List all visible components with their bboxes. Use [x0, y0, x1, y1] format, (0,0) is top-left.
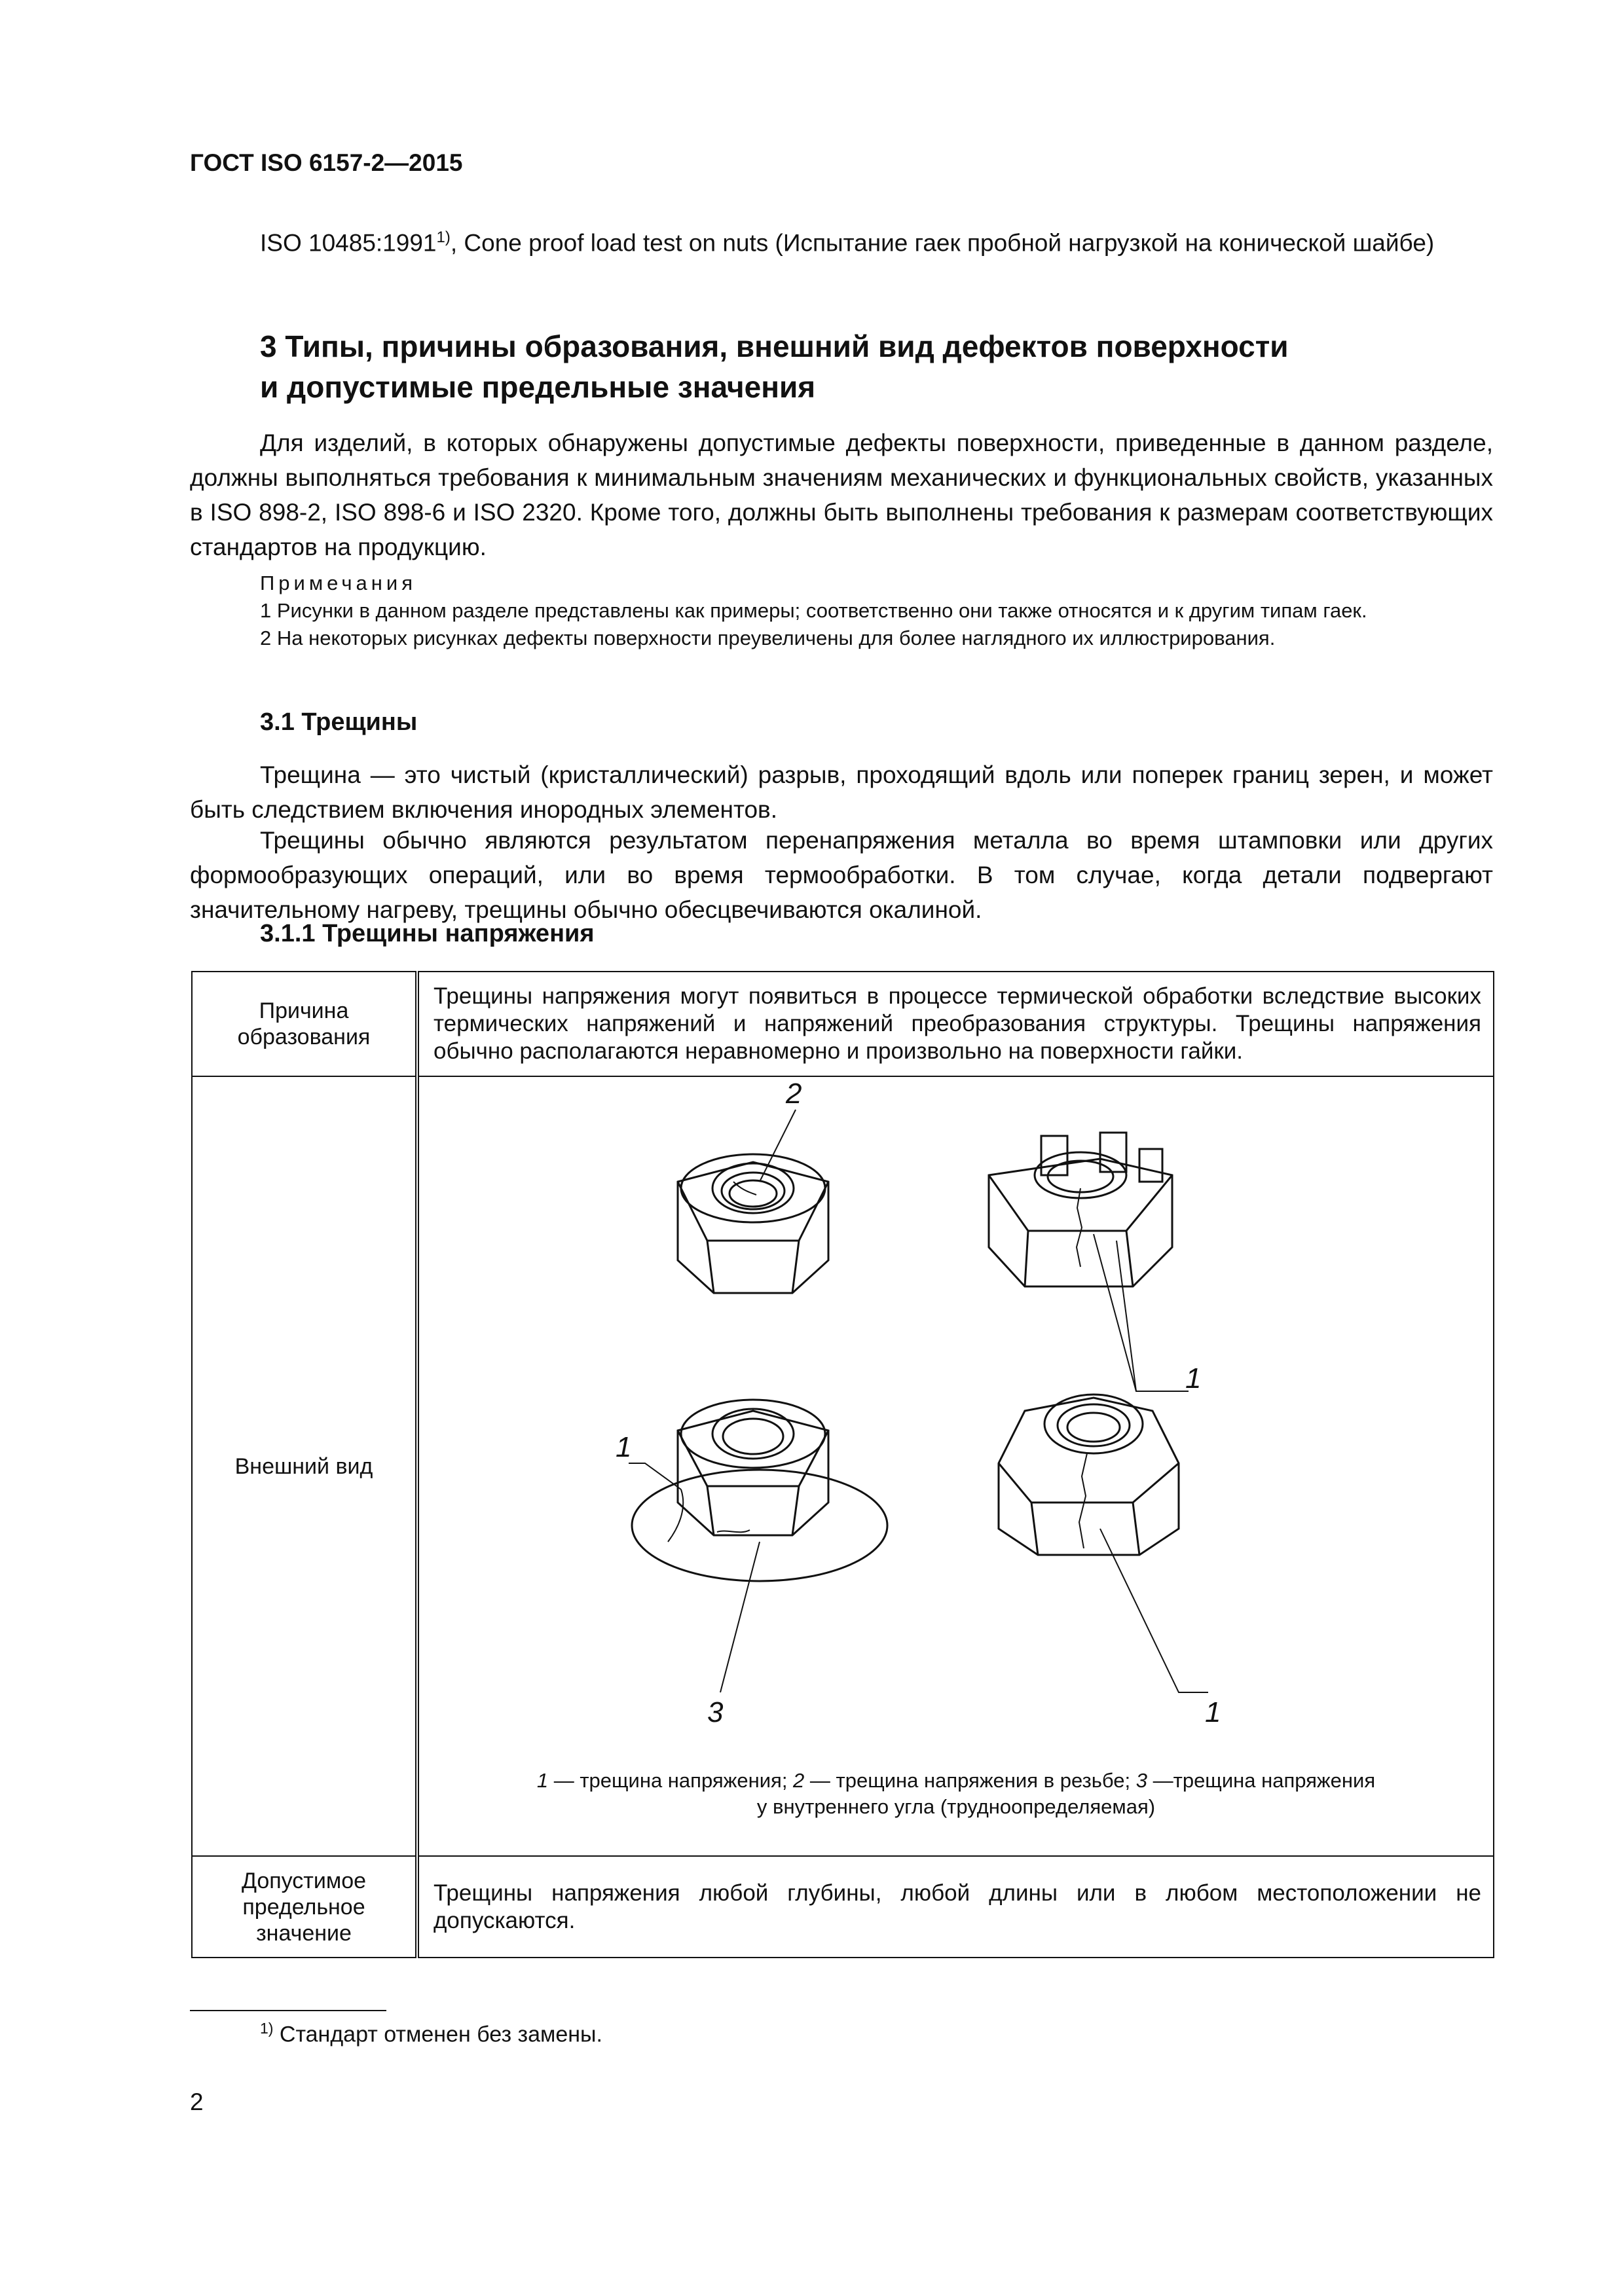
section-3-heading: [260, 326, 1491, 407]
section-3-title-line2: и допустимые предельные значения: [260, 370, 816, 404]
label-3: 3: [707, 1696, 724, 1728]
hex-nut-drawing: [678, 1154, 828, 1293]
section-3-title-line1: 3 Типы, причины образования, внешний вид дефектов поверхности: [260, 329, 1289, 363]
section-3-1-para2: Трещины обычно являются результатом перенапряжения металла во время штамповки или других формообразующих операций, или во время термообработки. В том случае, когда детали подвергают значительному нагреву, трещины обычно обесцвечиваются окалиной.: [190, 827, 1493, 923]
appearance-figure-cell: [417, 1076, 1494, 1856]
cause-label: Причина образования: [192, 972, 417, 1076]
notes-block: [190, 570, 1493, 652]
note-1: 1 Рисунки в данном разделе представлены как примеры; соответственно они также относятся и к другим типам гаек.: [260, 599, 1367, 622]
limit-label: Допустимое предельное значение: [192, 1856, 417, 1958]
reference-paragraph: [190, 220, 1493, 260]
flange-nut-drawing: [632, 1400, 887, 1581]
reference-footnote-mark: 1): [436, 228, 451, 246]
table-row-appearance: [192, 1076, 1494, 1856]
castle-nut-drawing: [989, 1133, 1172, 1286]
caption-text-2: — трещина напряжения в резьбе;: [804, 1769, 1136, 1792]
defect-table: [191, 971, 1494, 1958]
caption-num-2: 2: [793, 1769, 805, 1792]
figure-caption-line1: [419, 1768, 1493, 1794]
table-row-cause: [192, 972, 1494, 1076]
section-3-1-heading: 3.1 Трещины: [260, 708, 418, 736]
label-1-prevailing: 1: [1205, 1696, 1221, 1728]
note-2: 2 На некоторых рисунках дефекты поверхности преувеличены для более наглядного их иллюстрирования.: [260, 627, 1276, 649]
footnote-mark: 1): [260, 2020, 274, 2037]
label-1-flange: 1: [616, 1431, 632, 1463]
figure-caption-line2: у внутреннего угла (трудноопределяемая): [756, 1795, 1156, 1818]
footnote: [260, 2020, 602, 2047]
label-1-castle: 1: [1185, 1362, 1202, 1394]
document-header: ГОСТ ISO 6157-2—2015: [190, 149, 463, 176]
notes-heading: Примечания: [260, 572, 416, 594]
section-3-paragraph: Для изделий, в которых обнаружены допустимые дефекты поверхности, приведенные в данном разделе, должны выполняться требования к минимальным значениям механических и функциональных свойств, указанных в ISO 898-2, ISO 898-6 и ISO 2320. Кроме того, должны быть выполнены требования к размерам соответствующих стандартов на продукцию.: [190, 429, 1493, 560]
section-3-1-para1: Трещина — это чистый (кристаллический) разрыв, проходящий вдоль или поперек границ зерен, и может быть следствием включения инородных элементов.: [190, 761, 1493, 823]
figure-caption: [419, 1768, 1493, 1820]
caption-text-1: — трещина напряжения;: [548, 1769, 794, 1792]
page-number: 2: [190, 2088, 204, 2115]
section-3-1-1-heading: 3.1.1 Трещины напряжения: [260, 920, 595, 947]
cause-text: Трещины напряжения могут появиться в процессе термической обработки вследствие высоких термических напряжений и напряжений преобразования структуры. Трещины напряжения обычно располагаются неравномерно и произвольно на поверхности гайки.: [417, 972, 1494, 1076]
footnote-text: Стандарт отменен без замены.: [279, 2022, 602, 2047]
label-2: 2: [786, 1078, 802, 1110]
footnote-divider: [190, 2010, 386, 2011]
reference-code: ISO 10485:1991: [260, 229, 437, 257]
appearance-label: Внешний вид: [192, 1076, 417, 1856]
caption-num-1: 1: [536, 1769, 549, 1792]
prevailing-torque-nut-drawing: [999, 1394, 1179, 1555]
nut-figure: [419, 1077, 1493, 1855]
reference-text: , Cone proof load test on nuts (Испытание гаек пробной нагрузкой на конической шайбе): [450, 229, 1435, 257]
limit-text: Трещины напряжения любой глубины, любой длины или в любом местоположении не допускаются.: [417, 1856, 1494, 1958]
table-row-limit: [192, 1856, 1494, 1958]
caption-num-3: 3: [1135, 1769, 1148, 1792]
caption-text-3: —трещина напряжения: [1147, 1769, 1376, 1792]
